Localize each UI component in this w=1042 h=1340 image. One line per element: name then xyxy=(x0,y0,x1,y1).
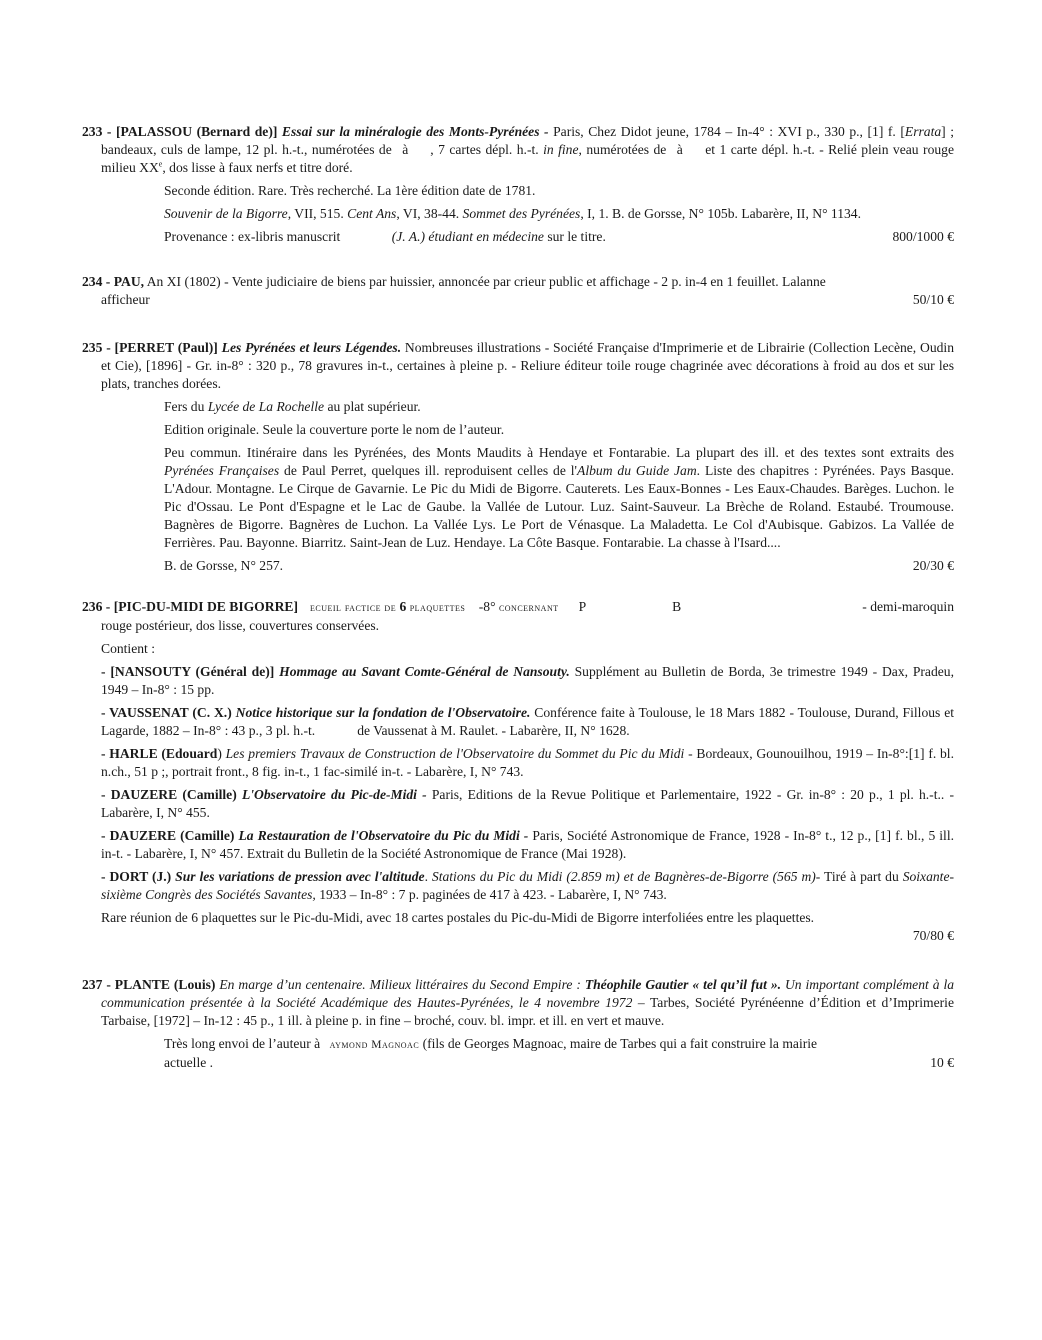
lot-number: 233 - xyxy=(82,124,116,139)
lot-233-description: 233 - [PALASSOU (Bernard de)] Essai sur la minéralogie des Monts-Pyrénées - Paris, Chez Didot jeune, 1784 – In-4° : XVI p., 330 p., [1] f. [Errata] ; bandeaux, culs de lampe, 12 pl. h.-t., numérotées de à , 7 cartes dépl. h.-t. in fine, numérotées de à et 1 carte dépl. h.-t. - Relié plein veau rouge milieu XXe, dos lisse à faux nerfs et titre doré. xyxy=(82,124,954,175)
lot-236-summary: Rare réunion de 6 plaquettes sur le Pic-du-Midi, avec 18 cartes postales du Pic-du-Midi de Bigorre interfoliées entre les plaquettes. xyxy=(101,910,815,925)
lot-236-item-3: - HARLE (Edouard) Les premiers Travaux de Construction de l'Observatoire du Sommet du Pic du Midi - Bordeaux, Gounouilhou, 1919 – In-8°:[1] f. bl. n.ch., 51 p ;, portrait front., 8 fig. in-t., 1 fac-similé in-t. - Labarère, I, N° 743. xyxy=(101,746,954,779)
lot-price: 800/1000 € xyxy=(892,229,954,244)
lot-237-envoi: Très long envoi de l’auteur à aymond Magnoac (fils de Georges Magnoac, maire de Tarbes qui a fait construire la mairie xyxy=(164,1036,818,1051)
lot-233-note: Seconde édition. Rare. Très recherché. La 1ère édition date de 1781. xyxy=(164,183,536,198)
lot-233-provenance: Provenance : ex-libris manuscrit (J. A.) étudiant en médecine sur le titre. 800/1000 € xyxy=(164,229,954,244)
lot-236-item-6: - DORT (J.) Sur les variations de pression avec l'altitude. Stations du Pic du Midi (2.859 m) et de Bagnères-de-Bigorre (565 m)- Tiré à part du Soixante-sixième Congrès des Sociétés Savantes, 1933 – In-8° : 7 p. paginées de 417 à 423. - Labarère, I, N° 743. xyxy=(101,869,955,902)
catalog-page xyxy=(82,123,954,1072)
lot-237-description: 237 - PLANTE (Louis) En marge d’un centenaire. Milieux littéraires du Second Empire : Théophile Gautier « tel qu’il fut ». Un important complément à la communication présentée à la Société Académique des Hautes-Pyrénées, le 4 novembre 1972 – Tarbes, Société Pyrénéenne d’Édition et d’Imprimerie Tarbaise, [1972] – In-12 : 45 p., 1 ill. à pleine p. in fine – broché, couv. bl. impr. et ill. en vert et mauve. xyxy=(82,977,955,1028)
lot-title: Les Pyrénées et leurs Légendes. xyxy=(221,340,402,355)
lot-235 xyxy=(82,339,954,575)
lot-236: 236 - [PIC-DU-MIDI DE BIGORRE] ecueil factice de 6 plaquettes -8° concernant P B - demi-maroquin rouge postérieur, dos lisse, couvertures conservées. Contient : - [NANSOUTY (Général de)] Hommage au Savant Comte-Général de Nansouty. Supplément au Bulletin de Borda, 3e trimestre 1949 - Dax, Pradeu, 1949 – In-8° : 15 pp. - VAUSSENAT (C. X.) Notice historique sur la fondation de l'Observatoire. Conférence faite à Toulouse, le 18 Mars 1882 - Toulouse, Durand, Fillous et Lagarde, 1882 – In-8° : 43 p., 3 pl. h.-t. de Vaussenat à M. Raulet. - Labarère, II, N° 1628. - HARLE (Edouard) Les premiers Travaux de Construction de l'Observatoire du Sommet du Pic du Midi - Bordeaux, Gounouilhou, 1919 – In-8°:[1] f. bl. n.ch., 51 p ;, portrait front., 8 fig. in-t., 1 fac-similé in-t. - Labarère, I, N° 743. - DAUZERE (Camille) L'Observatoire du Pic-de-Midi - Paris, Editions de la Revue Politique et Parlementaire, 1922 - Gr. in-8° : 20 p., 1 pl. h.-t.. - Labarère, I, N° 455. - DAUZERE (Camille) La Restauration de l'Observatoire du Pic du Midi - Paris, Société Astronomique de France, 1928 - In-8° t., 12 p., [1] f. bl., 5 ill. in-t. - Labarère, I, N° 457. Extrait du Bulletin de la Société Astronomique de France (Mai 1928). - DORT (J.) Sur les variations de pression avec l'altitude. Stations du Pic du Midi (2.859 m) et de Bagnères-de-Bigorre (565 m)- Tiré à part du Soixante-sixième Congrès des Sociétés Savantes, 1933 – In-8° : 7 p. paginées de 417 à 423. - Labarère, I, N° 743. Rare réunion de 6 plaquettes sur le Pic-du-Midi, avec 18 cartes postales du Pic-du-Midi de Bigorre interfoliées entre les plaquettes. 70/80 € xyxy=(82,599,955,943)
lot-234-description: 234 - PAU, An XI (1802) - Vente judiciaire de biens par huissier, annoncée par crieur public et affichage - 2 p. in-4 en 1 feuillet. Lalanne xyxy=(82,274,826,289)
lot-price: 10 € xyxy=(930,1055,954,1070)
lot-233 xyxy=(82,123,954,246)
lot-236-heading: 236 - [PIC-DU-MIDI DE BIGORRE] ecueil factice de 6 plaquettes -8° concernant P B - demi-maroquin xyxy=(82,599,954,614)
lot-235-description: 235 - [PERRET (Paul)] Les Pyrénées et leurs Légendes. Nombreuses illustrations - Société Française d'Imprimerie et de Librairie (Collection Lecène, Oudin et Cie), [1896] - Gr. in-8° : 320 p., 78 gravures in-t., certaines à pleine p. - Reliure éditeur toile rouge chagrinée avec décorations à froid au dos et sur les plats, tranches dorées. xyxy=(82,340,954,391)
lot-price: 20/30 € xyxy=(912,558,954,573)
lot-235-chapters: Peu commun. Itinéraire dans les Pyrénées, des Monts Maudits à Hendaye et Fontarabie. La plupart des ill. et des textes sont extraits des Pyrénées Françaises de Paul Perret, quelques ill. reproduisent celles de l'Album du Guide Jam. Liste des chapitres : Pyrénées. Pays Basque. L'Adour. Montagne. Le Cirque de Gavarnie. Le Pic du Midi de Bigorre. Cauterets. Les Eaux-Bonnes - Les Eaux-Chaudes. Barèges. Luchon. le Pic d'Ossau. Le Pont d'Espagne et le Lac de Gaube. la Vallée de Lutour. Luz. Saint-Sauveur. La Brèche de Roland. Estaubé. Troumouse. Bagnères de Bigorre. Bagnères de Luchon. La Vallée Lys. Le Port de Vénasque. La Maladetta. Le Col d'Aubisque. Gabizos. La Vallée de Ferrières. Pau. Bayonne. Biarritz. Saint-Jean de Luz. Hendaye. La Côte Basque. Fontarabie. La chasse à l'Isard.... xyxy=(164,445,955,550)
lot-236-item-2: - VAUSSENAT (C. X.) Notice historique sur la fondation de l'Observatoire. Conférence faite à Toulouse, le 18 Mars 1882 - Toulouse, Durand, Fillous et Lagarde, 1882 – In-8° : 43 p., 3 pl. h.-t. de Vaussenat à M. Raulet. - Labarère, II, N° 1628. xyxy=(101,705,955,738)
lot-number: 235 - xyxy=(82,340,115,355)
lot-236-contents-label: Contient : xyxy=(101,641,155,656)
lot-236-item-1: - [NANSOUTY (Général de)] Hommage au Savant Comte-Général de Nansouty. Supplément au Bulletin de Borda, 3e trimestre 1949 - Dax, Pradeu, 1949 – In-8° : 15 pp. xyxy=(101,664,954,697)
lot-number: 236 - xyxy=(82,599,114,614)
lot-author: [PALASSOU (Bernard de)] xyxy=(116,124,278,139)
lot-234: 234 - PAU, An XI (1802) - Vente judiciaire de biens par huissier, annoncée par crieur public et affichage - 2 p. in-4 en 1 feuillet. Lalanne afficheur 50/10 € xyxy=(82,274,954,307)
lot-author: [PIC-DU-MIDI DE BIGORRE] xyxy=(113,599,298,614)
lot-number: 237 - PLANTE (Louis) xyxy=(82,977,216,992)
lot-236-item-5: - DAUZERE (Camille) La Restauration de l'Observatoire du Pic du Midi - Paris, Société Astronomique de France, 1928 - In-8° t., 12 p., [1] f. bl., 5 ill. in-t. - Labarère, I, N° 457. Extrait du Bulletin de la Société Astronomique de France (Mai 1928). xyxy=(101,828,955,861)
lot-price: 70/80 € xyxy=(912,928,954,943)
lot-235-reference: B. de Gorsse, N° 257. xyxy=(164,558,284,573)
lot-233-references: Souvenir de la Bigorre, VII, 515. Cent Ans, VI, 38-44. Sommet des Pyrénées, I, 1. B. de Gorsse, N° 105b. Labarère, II, N° 1134. xyxy=(164,206,861,221)
lot-237: 237 - PLANTE (Louis) En marge d’un centenaire. Milieux littéraires du Second Empire : Théophile Gautier « tel qu’il fut ». Un important complément à la communication présentée à la Société Académique des Hautes-Pyrénées, le 4 novembre 1972 – Tarbes, Société Pyrénéenne d’Édition et d’Imprimerie Tarbaise, [1972] – In-12 : 45 p., 1 ill. à pleine p. in fine – broché, couv. bl. impr. et ill. en vert et mauve. Très long envoi de l’auteur à aymond Magnoac (fils de Georges Magnoac, maire de Tarbes qui a fait construire la mairie actuelle . 10 € xyxy=(82,977,955,1070)
lot-price: 50/10 € xyxy=(912,292,954,307)
lot-title: Essai sur la minéralogie des Monts-Pyrénées - xyxy=(281,124,549,139)
lot-236-item-4: - DAUZERE (Camille) L'Observatoire du Pic-de-Midi - Paris, Editions de la Revue Politique et Parlementaire, 1922 - Gr. in-8° : 20 p., 1 pl. h.-t.. - Labarère, I, N° 455. xyxy=(101,787,955,820)
lot-author: [PERRET (Paul)] xyxy=(114,340,218,355)
lot-235-fers: Fers du Lycée de La Rochelle au plat supérieur. xyxy=(164,399,421,414)
lot-number: 234 - PAU, xyxy=(82,274,145,289)
lot-235-note: Edition originale. Seule la couverture porte le nom de l’auteur. xyxy=(164,422,505,437)
